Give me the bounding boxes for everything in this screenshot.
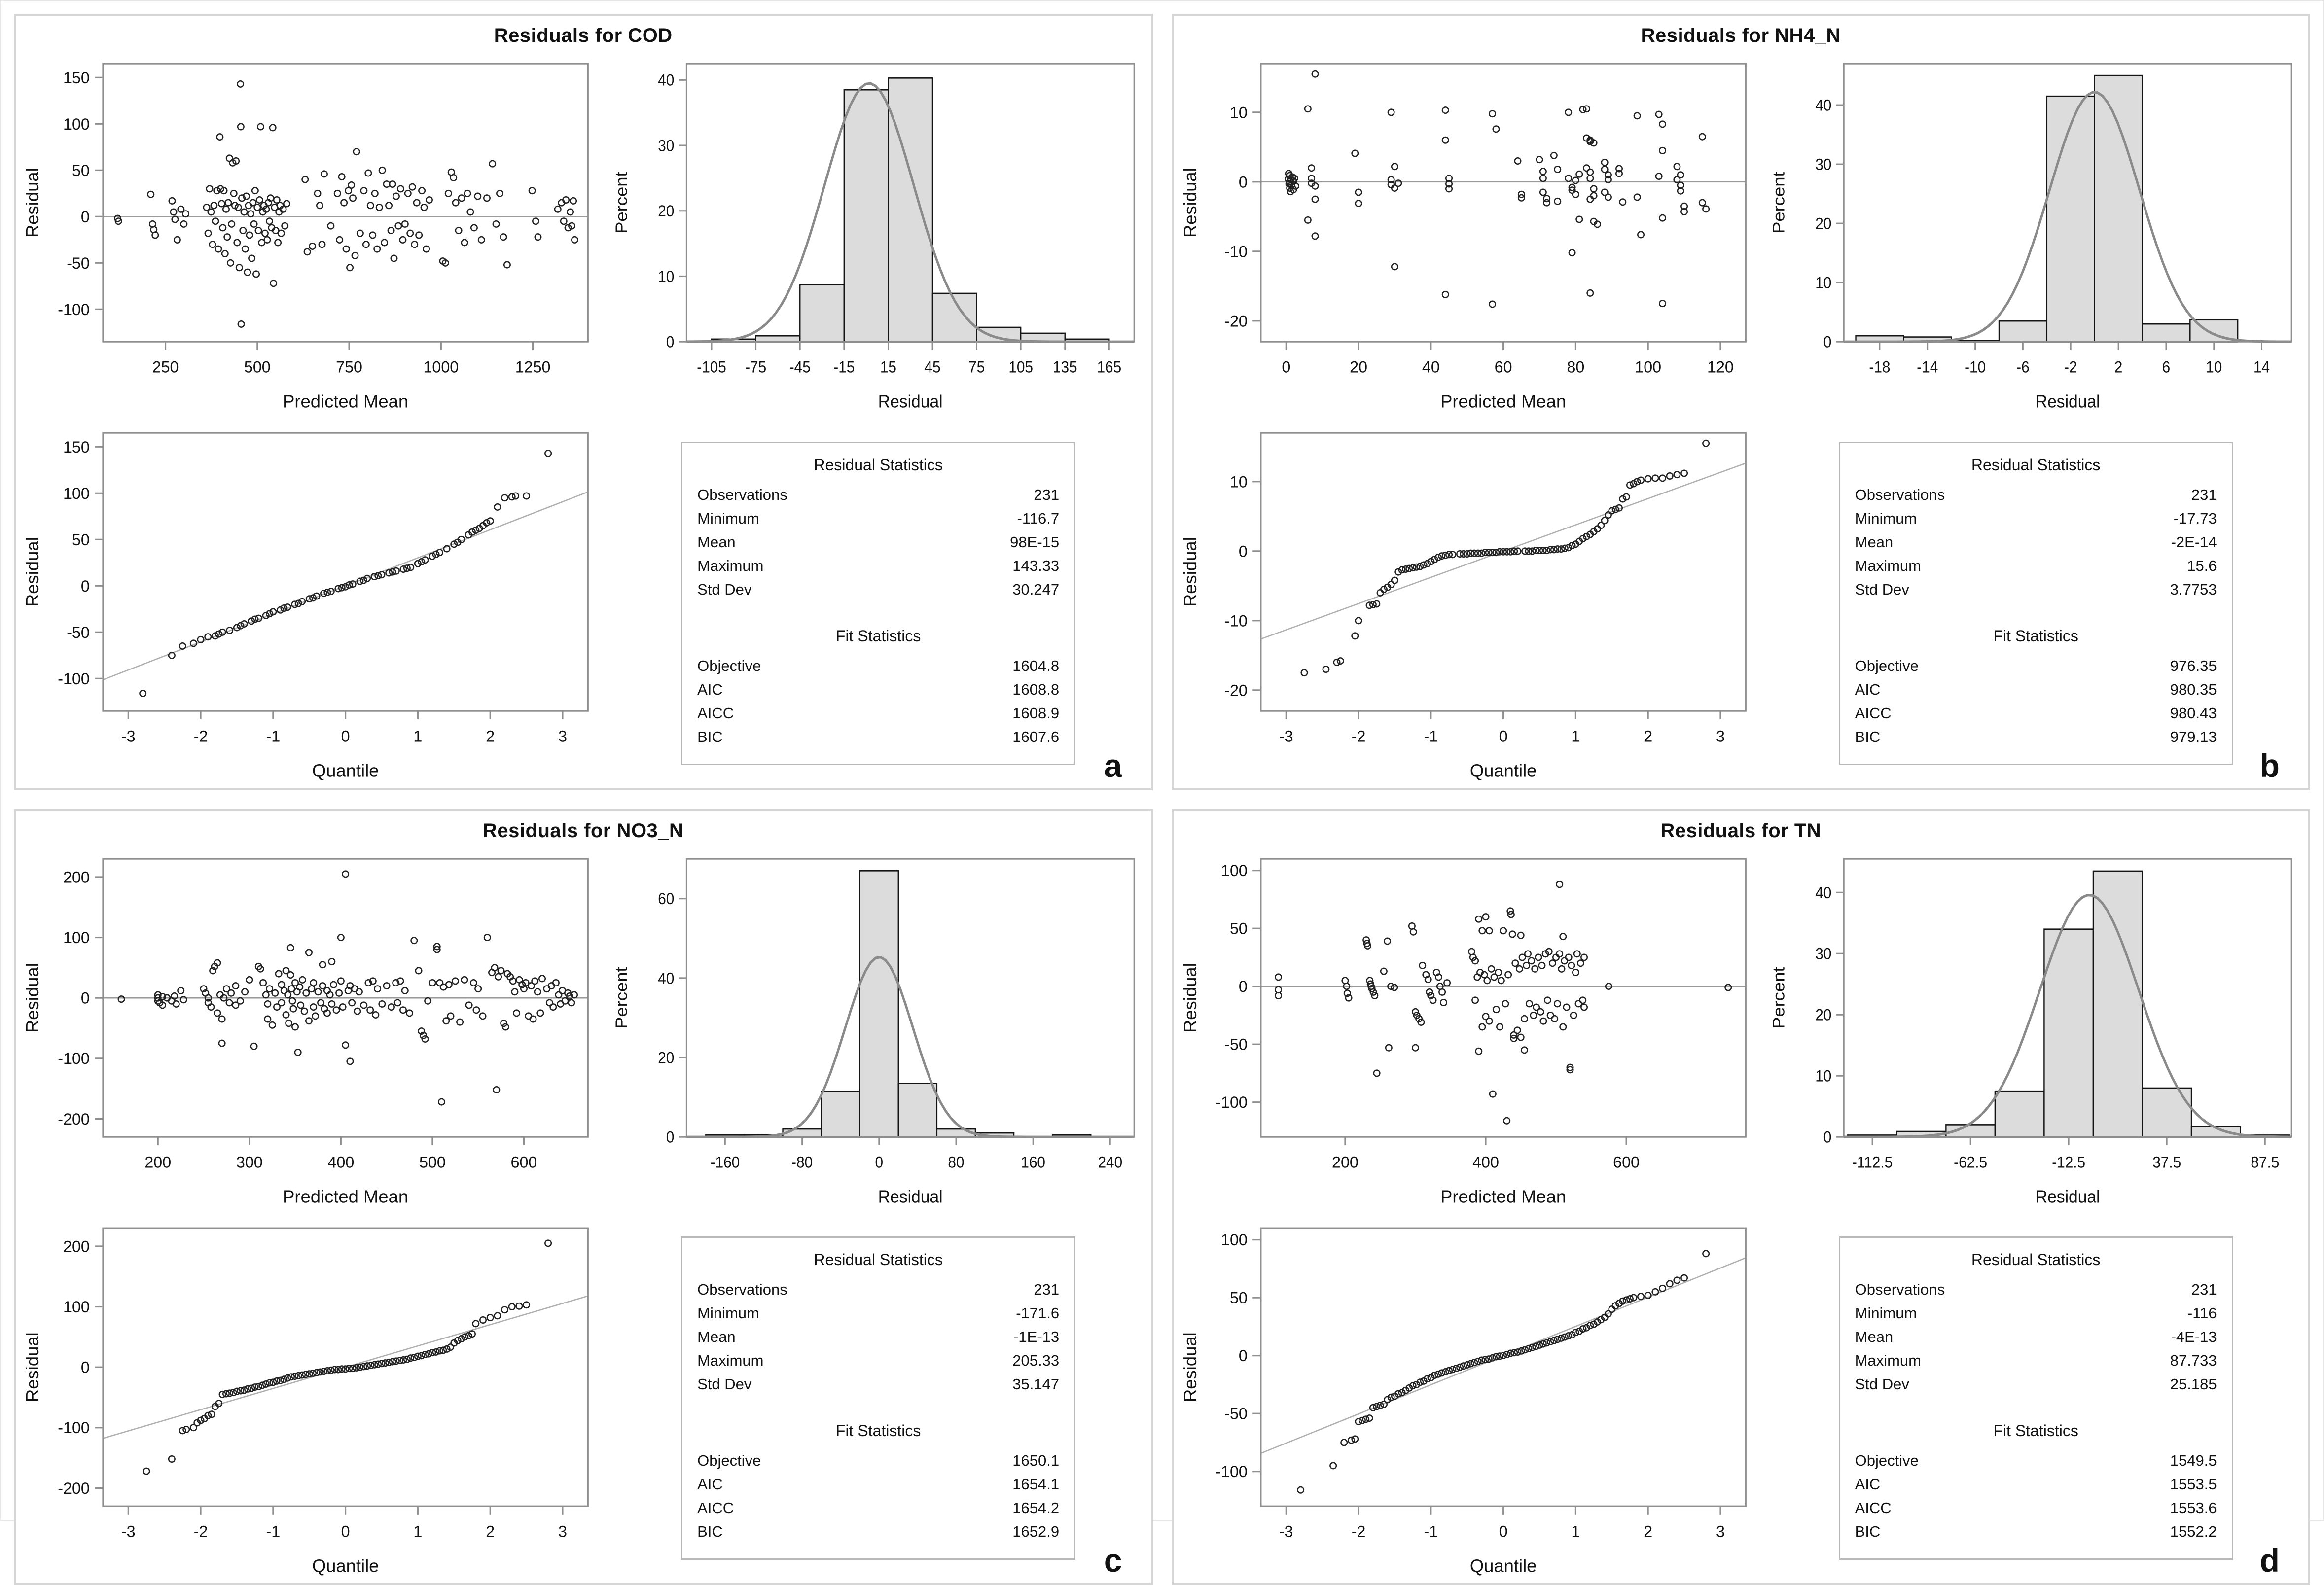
- svg-text:-2: -2: [193, 1522, 208, 1541]
- svg-text:0: 0: [80, 1358, 90, 1376]
- svg-text:160: 160: [1021, 1153, 1045, 1171]
- svg-text:200: 200: [63, 868, 90, 886]
- stats-box-nh4n: [1839, 442, 2233, 765]
- svg-text:40: 40: [1815, 96, 1832, 114]
- svg-text:80: 80: [1566, 358, 1584, 376]
- stats-box-cod: [681, 442, 1075, 765]
- svg-text:-50: -50: [67, 254, 90, 272]
- svg-text:50: 50: [1229, 1289, 1248, 1307]
- svg-text:10: 10: [1229, 104, 1248, 122]
- residual-stats-table: [1855, 1278, 2217, 1396]
- qq-plot-no3n: [16, 1214, 606, 1583]
- svg-text:-50: -50: [1224, 1035, 1248, 1054]
- svg-text:-10: -10: [1224, 243, 1248, 261]
- svg-text:Residual: Residual: [22, 168, 42, 238]
- svg-text:0: 0: [1499, 727, 1508, 745]
- stat-row: Objective 1604.8: [697, 657, 1060, 674]
- stat-row: Observations 231: [697, 1281, 1060, 1299]
- stats-box-tn: [1839, 1236, 2233, 1560]
- svg-text:-62.5: -62.5: [1954, 1153, 1988, 1171]
- svg-text:Quantile: Quantile: [1469, 1555, 1537, 1576]
- residual-stats-heading: Residual Statistics: [1971, 456, 2101, 474]
- svg-text:Percent: Percent: [1769, 966, 1788, 1029]
- svg-text:3: 3: [558, 1522, 567, 1541]
- svg-text:200: 200: [1331, 1153, 1359, 1171]
- svg-text:-200: -200: [58, 1110, 90, 1128]
- panel-letter: d: [2259, 1542, 2280, 1579]
- svg-text:100: 100: [1220, 1231, 1248, 1249]
- svg-text:20: 20: [657, 1048, 675, 1067]
- svg-text:20: 20: [657, 202, 675, 220]
- svg-text:-6: -6: [2016, 358, 2030, 376]
- svg-text:20: 20: [1815, 1006, 1832, 1024]
- stat-row: BIC 1607.6: [697, 728, 1060, 745]
- svg-text:-100: -100: [58, 300, 90, 318]
- svg-text:40: 40: [1815, 883, 1832, 902]
- panel-letter: a: [1104, 747, 1122, 784]
- svg-text:50: 50: [1229, 919, 1248, 938]
- stat-row: Std Dev 3.7753: [1855, 580, 2217, 598]
- svg-text:Percent: Percent: [1769, 172, 1788, 234]
- stat-row: BIC 1652.9: [697, 1523, 1060, 1541]
- svg-text:40: 40: [1422, 358, 1440, 376]
- svg-text:-100: -100: [58, 1049, 90, 1067]
- svg-text:30: 30: [657, 137, 675, 155]
- svg-text:-3: -3: [121, 727, 136, 745]
- svg-text:0: 0: [341, 1522, 350, 1541]
- stat-row: Observations 231: [1855, 1281, 2217, 1299]
- svg-text:0: 0: [666, 333, 675, 351]
- stat-row: AIC 980.35: [1855, 680, 2217, 698]
- stat-row: AIC 1608.8: [697, 680, 1060, 698]
- svg-text:3: 3: [1716, 1522, 1725, 1541]
- fit-stats-table: [697, 1449, 1059, 1544]
- stat-row: AIC 1553.5: [1855, 1476, 2217, 1493]
- svg-text:-15: -15: [833, 358, 855, 376]
- residual-stats-heading: Residual Statistics: [1971, 1251, 2101, 1269]
- svg-text:40: 40: [657, 71, 675, 90]
- svg-text:Percent: Percent: [612, 172, 631, 234]
- svg-text:Residual: Residual: [878, 1186, 943, 1207]
- svg-text:Quantile: Quantile: [1469, 760, 1537, 781]
- svg-text:Residual: Residual: [1180, 168, 1200, 238]
- svg-text:10: 10: [657, 267, 675, 286]
- svg-text:150: 150: [63, 438, 90, 457]
- stat-row: Objective 976.35: [1855, 657, 2217, 674]
- stat-row: BIC 979.13: [1855, 728, 2217, 745]
- svg-text:100: 100: [63, 928, 90, 947]
- svg-text:0: 0: [1238, 173, 1248, 191]
- svg-text:0: 0: [1823, 333, 1832, 351]
- panel-letter: c: [1104, 1542, 1122, 1579]
- fit-stats-heading: Fit Statistics: [835, 627, 921, 645]
- svg-text:-100: -100: [58, 1419, 90, 1437]
- scatter-plot-cod: [16, 49, 606, 419]
- svg-text:-50: -50: [1224, 1405, 1248, 1423]
- svg-text:6: 6: [2162, 358, 2171, 376]
- svg-text:150: 150: [63, 69, 90, 87]
- svg-text:10: 10: [1815, 1067, 1832, 1085]
- histogram-no3n: [606, 845, 1151, 1214]
- residual-stats-table: [697, 483, 1059, 601]
- svg-text:400: 400: [327, 1153, 355, 1171]
- svg-text:20: 20: [1349, 358, 1367, 376]
- svg-text:-1: -1: [266, 1522, 281, 1541]
- stat-row: Minimum -171.6: [697, 1304, 1060, 1322]
- svg-text:Predicted Mean: Predicted Mean: [283, 391, 409, 412]
- svg-text:0: 0: [80, 989, 90, 1007]
- svg-text:250: 250: [152, 358, 179, 376]
- svg-text:0: 0: [1499, 1522, 1508, 1541]
- qq-plot-tn: [1174, 1214, 1764, 1583]
- stat-row: AIC 1654.1: [697, 1476, 1060, 1493]
- svg-text:2: 2: [486, 727, 495, 745]
- stat-row: Observations 231: [1855, 486, 2217, 503]
- scatter-plot-tn: [1174, 845, 1764, 1214]
- svg-text:600: 600: [510, 1153, 537, 1171]
- svg-text:0: 0: [1823, 1128, 1832, 1146]
- svg-text:14: 14: [2253, 358, 2270, 376]
- stat-row: Maximum 87.733: [1855, 1352, 2217, 1370]
- svg-text:120: 120: [1707, 358, 1734, 376]
- svg-text:Residual: Residual: [878, 391, 943, 412]
- stat-row: Std Dev 35.147: [697, 1375, 1060, 1393]
- svg-text:-45: -45: [789, 358, 811, 376]
- svg-text:-2: -2: [2064, 358, 2077, 376]
- scatter-plot-nh4n: [1174, 49, 1764, 419]
- svg-text:Percent: Percent: [612, 966, 631, 1029]
- svg-text:40: 40: [657, 969, 675, 987]
- svg-text:-100: -100: [1215, 1093, 1248, 1111]
- stat-row: Minimum -116: [1855, 1304, 2217, 1322]
- svg-text:100: 100: [63, 485, 90, 503]
- svg-text:30: 30: [1815, 155, 1832, 174]
- svg-text:1: 1: [413, 1522, 423, 1541]
- svg-text:0: 0: [1238, 977, 1248, 995]
- residual-stats-heading: Residual Statistics: [814, 456, 943, 474]
- svg-text:-50: -50: [67, 624, 90, 642]
- svg-text:0: 0: [80, 577, 90, 596]
- svg-text:300: 300: [236, 1153, 263, 1171]
- panel-letter: b: [2259, 747, 2280, 784]
- svg-text:Residual: Residual: [22, 962, 42, 1033]
- svg-text:2: 2: [1643, 727, 1652, 745]
- svg-text:-10: -10: [1224, 612, 1248, 630]
- stat-row: Maximum 15.6: [1855, 557, 2217, 574]
- qq-plot-nh4n: [1174, 419, 1764, 788]
- stat-row: Minimum -17.73: [1855, 509, 2217, 527]
- svg-text:20: 20: [1815, 214, 1832, 233]
- svg-text:-12.5: -12.5: [2052, 1153, 2086, 1171]
- svg-text:Residual: Residual: [22, 1332, 42, 1402]
- residual-stats-heading: Residual Statistics: [814, 1251, 943, 1269]
- svg-text:10: 10: [1229, 473, 1248, 491]
- svg-text:500: 500: [244, 358, 271, 376]
- svg-text:Residual: Residual: [2036, 1186, 2100, 1207]
- svg-text:100: 100: [63, 1298, 90, 1316]
- svg-text:100: 100: [1220, 861, 1248, 880]
- svg-text:80: 80: [948, 1153, 965, 1171]
- svg-text:-20: -20: [1224, 681, 1248, 700]
- svg-text:45: 45: [924, 358, 941, 376]
- svg-text:15: 15: [880, 358, 896, 376]
- stat-row: Maximum 205.33: [697, 1352, 1060, 1370]
- svg-text:87.5: 87.5: [2251, 1153, 2280, 1171]
- stat-row: Maximum 143.33: [697, 557, 1060, 574]
- svg-text:-2: -2: [193, 727, 208, 745]
- stat-row: Mean -1E-13: [697, 1328, 1060, 1346]
- svg-text:-18: -18: [1869, 358, 1891, 376]
- svg-text:-160: -160: [710, 1153, 740, 1171]
- svg-text:-100: -100: [58, 670, 90, 688]
- stat-row: Objective 1650.1: [697, 1452, 1060, 1470]
- stat-row: Observations 231: [697, 486, 1060, 503]
- svg-text:1: 1: [1571, 1522, 1580, 1541]
- svg-text:240: 240: [1098, 1153, 1122, 1171]
- svg-text:-10: -10: [1965, 358, 1986, 376]
- svg-text:0: 0: [80, 208, 90, 226]
- svg-text:1: 1: [413, 727, 423, 745]
- svg-text:0: 0: [1281, 358, 1290, 376]
- svg-text:1: 1: [1571, 727, 1580, 745]
- svg-text:30: 30: [1815, 945, 1832, 963]
- svg-text:200: 200: [63, 1237, 90, 1256]
- panel-cod: [14, 14, 1153, 790]
- svg-text:60: 60: [657, 889, 675, 908]
- panel-title: Residuals for COD: [494, 25, 673, 46]
- svg-text:0: 0: [875, 1153, 883, 1171]
- panel-tn: [1172, 809, 2311, 1585]
- svg-text:Residual: Residual: [1180, 537, 1200, 607]
- stat-row: AICC 1608.9: [697, 704, 1060, 722]
- fit-stats-heading: Fit Statistics: [835, 1422, 921, 1440]
- svg-text:0: 0: [1238, 542, 1248, 561]
- stat-row: Objective 1549.5: [1855, 1452, 2217, 1470]
- stat-row: AICC 980.43: [1855, 704, 2217, 722]
- svg-text:100: 100: [1634, 358, 1661, 376]
- svg-text:135: 135: [1052, 358, 1077, 376]
- svg-text:60: 60: [1494, 358, 1512, 376]
- svg-text:-75: -75: [745, 358, 766, 376]
- svg-text:-105: -105: [697, 358, 726, 376]
- svg-text:10: 10: [2206, 358, 2222, 376]
- stat-row: Mean -4E-13: [1855, 1328, 2217, 1346]
- stat-row: Std Dev 25.185: [1855, 1375, 2217, 1393]
- svg-text:Residual: Residual: [22, 537, 42, 607]
- svg-text:-20: -20: [1224, 312, 1248, 330]
- svg-text:Residual: Residual: [1180, 962, 1200, 1033]
- svg-text:1250: 1250: [515, 358, 551, 376]
- svg-text:-80: -80: [791, 1153, 813, 1171]
- svg-text:-100: -100: [1215, 1462, 1248, 1480]
- svg-text:500: 500: [419, 1153, 446, 1171]
- svg-text:2: 2: [1643, 1522, 1652, 1541]
- svg-text:105: 105: [1008, 358, 1033, 376]
- svg-text:10: 10: [1815, 274, 1832, 292]
- fit-stats-table: [1855, 654, 2217, 749]
- stat-row: Mean 98E-15: [697, 533, 1060, 551]
- svg-text:165: 165: [1097, 358, 1121, 376]
- stat-row: AICC 1553.6: [1855, 1499, 2217, 1517]
- svg-text:100: 100: [63, 115, 90, 133]
- svg-text:Quantile: Quantile: [312, 760, 379, 781]
- svg-text:Predicted Mean: Predicted Mean: [1440, 391, 1566, 412]
- svg-text:Residual: Residual: [2036, 391, 2100, 412]
- svg-text:1000: 1000: [423, 358, 459, 376]
- fit-stats-table: [1855, 1449, 2217, 1544]
- stat-row: Mean -2E-14: [1855, 533, 2217, 551]
- fit-stats-heading: Fit Statistics: [1993, 1422, 2078, 1440]
- stat-row: Minimum -116.7: [697, 509, 1060, 527]
- svg-text:0: 0: [341, 727, 350, 745]
- svg-text:-3: -3: [121, 1522, 136, 1541]
- panel-title: Residuals for NH4_N: [1641, 25, 1841, 46]
- stat-row: Std Dev 30.247: [697, 580, 1060, 598]
- panel-title: Residuals for TN: [1660, 819, 1822, 842]
- svg-text:-1: -1: [266, 727, 281, 745]
- residual-stats-table: [697, 1278, 1059, 1396]
- residual-stats-table: [1855, 483, 2217, 601]
- fit-stats-heading: Fit Statistics: [1993, 627, 2078, 645]
- svg-text:Predicted Mean: Predicted Mean: [1440, 1186, 1566, 1206]
- stat-row: AICC 1654.2: [697, 1499, 1060, 1517]
- qq-plot-cod: [16, 419, 606, 788]
- stat-row: BIC 1552.2: [1855, 1523, 2217, 1541]
- histogram-tn: [1763, 845, 2308, 1214]
- svg-text:Quantile: Quantile: [312, 1555, 379, 1576]
- svg-text:750: 750: [336, 358, 362, 376]
- panel-nh4n: [1172, 14, 2311, 790]
- svg-text:-1: -1: [1424, 727, 1438, 745]
- svg-text:-1: -1: [1424, 1522, 1438, 1541]
- svg-text:3: 3: [558, 727, 567, 745]
- svg-text:-112.5: -112.5: [1852, 1153, 1893, 1171]
- stats-box-no3n: [681, 1236, 1075, 1560]
- svg-text:50: 50: [72, 531, 90, 549]
- svg-text:50: 50: [72, 161, 90, 179]
- svg-text:-2: -2: [1351, 727, 1365, 745]
- fit-stats-table: [697, 654, 1059, 749]
- svg-text:-14: -14: [1917, 358, 1938, 376]
- histogram-nh4n: [1763, 49, 2308, 419]
- svg-text:600: 600: [1612, 1153, 1640, 1171]
- svg-text:400: 400: [1472, 1153, 1499, 1171]
- scatter-plot-no3n: [16, 845, 606, 1214]
- panel-no3n: [14, 809, 1153, 1585]
- svg-text:-3: -3: [1279, 727, 1293, 745]
- svg-text:0: 0: [1238, 1346, 1248, 1365]
- histogram-cod: [606, 49, 1151, 419]
- svg-text:-200: -200: [58, 1479, 90, 1497]
- svg-text:-2: -2: [1351, 1522, 1365, 1541]
- svg-text:Predicted Mean: Predicted Mean: [283, 1186, 409, 1206]
- svg-text:37.5: 37.5: [2152, 1153, 2181, 1171]
- svg-text:75: 75: [968, 358, 985, 376]
- svg-text:2: 2: [486, 1522, 495, 1541]
- svg-text:2: 2: [2114, 358, 2123, 376]
- svg-text:-3: -3: [1279, 1522, 1293, 1541]
- svg-text:3: 3: [1716, 727, 1725, 745]
- svg-text:0: 0: [666, 1128, 675, 1146]
- svg-text:Residual: Residual: [1180, 1332, 1200, 1402]
- svg-text:200: 200: [144, 1153, 172, 1171]
- panel-title: Residuals for NO3_N: [483, 819, 684, 842]
